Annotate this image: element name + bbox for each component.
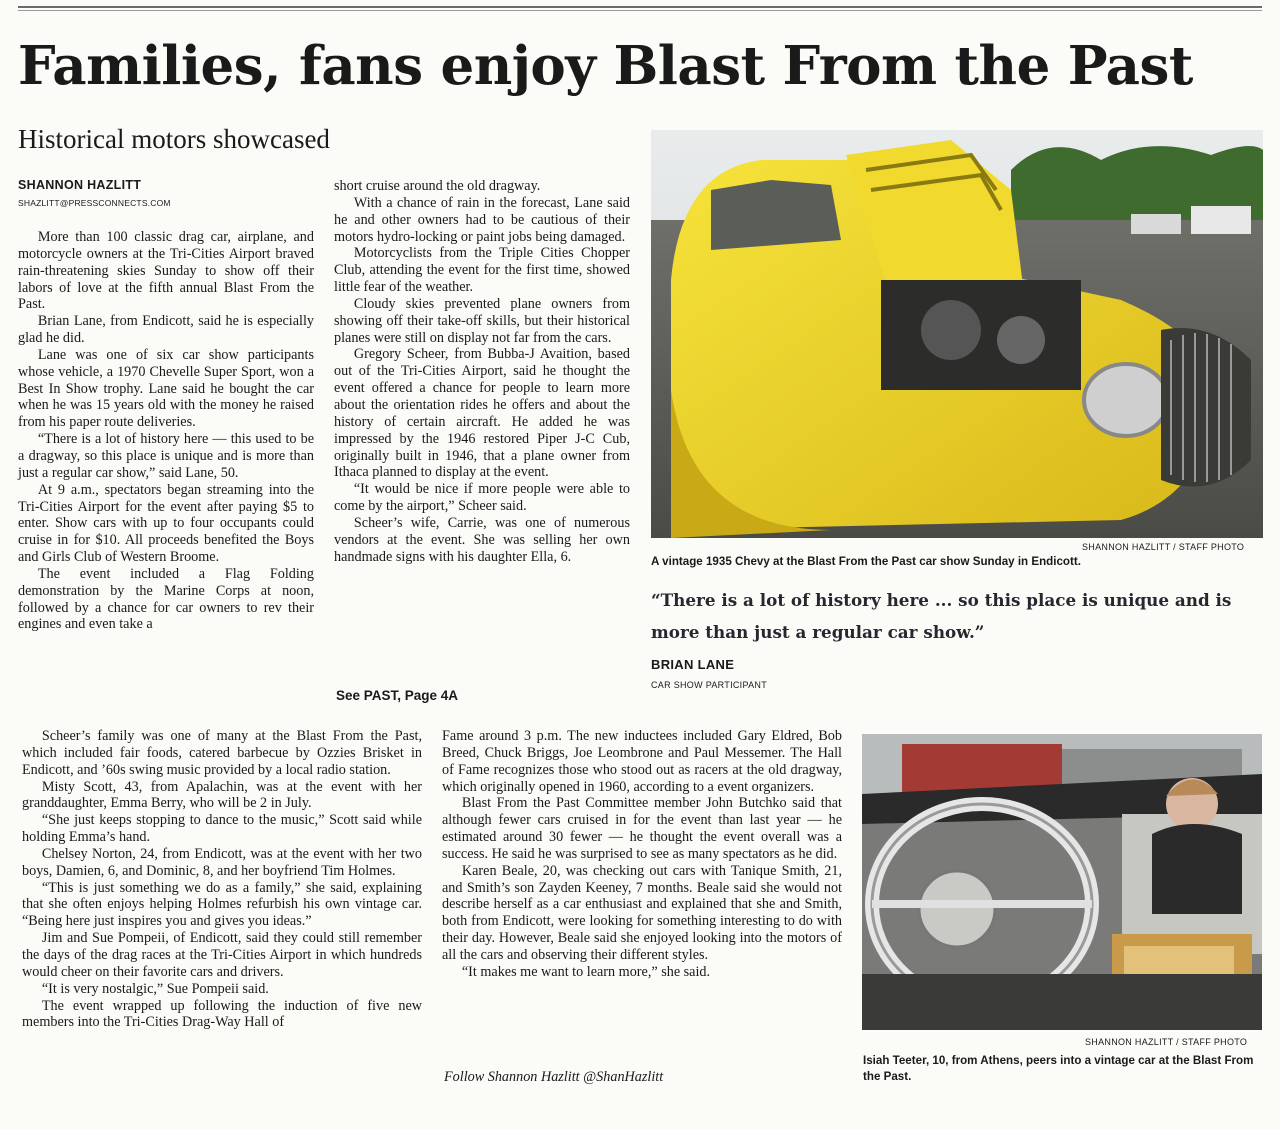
- paragraph: Chelsey Norton, 24, from Endicott, was at the event with her two boys, Damien, 6, and Dominic, 8, and her boyfriend Tim Holmes.: [22, 845, 422, 879]
- paragraph: “It makes me want to learn more,” she said.: [461, 963, 711, 980]
- paragraph: With a chance of rain in the forecast, Lane said he and other owners had to be cautious of their motors hydro-locking or paint jobs being damaged.: [334, 194, 630, 245]
- paragraph: Motorcyclists from the Triple Cities Chopper Club, attending the event for the first time, showed little fear of the weather.: [334, 245, 630, 296]
- paragraph: The event included a Flag Folding demonstration by the Marine Corps at noon, followed by a chance for car owners to rev their engines and even take a: [18, 565, 314, 633]
- paragraph: “This is just something we do as a family,” she said, explaining that she often enjoys helping Holmes refurbish his own vintage car. “Being here just inspires you and gives you ideas.”: [22, 879, 422, 930]
- paragraph: Brian Lane, from Endicott, said he is especially glad he did.: [18, 313, 314, 347]
- paragraph: Misty Scott, 43, from Apalachin, was at the event with her granddaughter, Emma Berry, who will be 2 in July.: [22, 778, 422, 812]
- car-photo-illustration: [651, 130, 1263, 538]
- paragraph: At 9 a.m., spectators began streaming into the Tri-Cities Airport for the event after paying $5 to enter. Show cars with up to four occupants could cruise in for $10. All proceeds benefited the Boys and Girls Club of Western Broome.: [18, 481, 314, 566]
- photo-vintage-chevy: [651, 130, 1263, 538]
- pull-quote-name: BRIAN LANE: [651, 657, 735, 672]
- paragraph: Jim and Sue Pompeii, of Endicott, said they could still remember the days of the drag races at the Tri-Cities Airport in which hundreds would cheer on their favorite cars and drivers.: [22, 930, 422, 980]
- paragraph: Scheer’s wife, Carrie, was one of numerous vendors at the event. She was selling her own handmade signs with his daughter Ella, 6.: [334, 514, 630, 565]
- headline: Families, fans enjoy Blast From the Past: [18, 35, 1193, 97]
- paragraph: Blast From the Past Committee member John Butchko said that although fewer cars cruised in for the event than last year — he estimated around 30 fewer — he thought the event overall was a success. He said he was surprised to see as many spectators as he did.: [442, 795, 842, 862]
- byline-name: SHANNON HAZLITT: [18, 178, 142, 192]
- photo-boy-in-car: [862, 734, 1262, 1030]
- paragraph: Karen Beale, 20, was checking out cars with Tanique Smith, 21, and Smith’s son Zayden Keeney, 7 months. Beale said she would not describe herself as a car enthusiast and explained that she and Smith, both from Endicott, were looking for something interesting to do with their day. However, Beale said she enjoyed looking into the motors of all the cars and observing their different styles.: [442, 862, 842, 963]
- pull-quote: “There is a lot of history here ... so this place is unique and is more than just a regular car show.”: [651, 590, 1232, 642]
- photo2-caption: Isiah Teeter, 10, from Athens, peers into a vintage car at the Blast From the Past.: [863, 1054, 1254, 1083]
- paragraph: short cruise around the old dragway.: [334, 178, 541, 194]
- paragraph: Fame around 3 p.m. The new inductees included Gary Eldred, Bob Breed, Chuck Briggs, Joe Leombrone and Paul Messemer. The Hall of Fame recognizes those who stood out as racers at the old dragway, which originally opened in 1960, according to a event organizers.: [442, 728, 842, 795]
- paragraph: “It would be nice if more people were able to come by the airport,” Scheer said.: [334, 481, 630, 515]
- paragraph: Gregory Scheer, from Bubba-J Avaition, based out of the Tri-Cities Airport, said he thought the event offered a chance for people to learn more about the orientation rides he offers and about the history of certain aircraft. He added he was impressed by the 1946 restored Piper J-C Cub, originally built in 1946, that a plane owner from Ithaca planned to display at the event.: [334, 346, 630, 481]
- top-rule-thin: [18, 10, 1262, 11]
- paragraph: More than 100 classic drag car, airplane, and motorcycle owners at the Tri-Cities Airport braved rain-threatening skies Sunday to show off their labors of love at the fifth annual Blast From the Past.: [18, 229, 314, 313]
- photo1-caption: A vintage 1935 Chevy at the Blast From the Past car show Sunday in Endicott.: [651, 555, 1081, 568]
- top-rule: [18, 6, 1262, 8]
- paragraph: Lane was one of six car show participants whose vehicle, a 1970 Chevelle Super Sport, won a Best In Show trophy. Lane said he bought the car when he was 15 years old with the money he raised from his paper route deliveries.: [18, 346, 314, 431]
- follow-author[interactable]: Follow Shannon Hazlitt @ShanHazlitt: [444, 1069, 664, 1085]
- interior-photo-illustration: [862, 734, 1262, 1030]
- article-column-3: [22, 728, 422, 1031]
- pull-quote-role: CAR SHOW PARTICIPANT: [651, 680, 768, 690]
- paragraph: Scheer’s family was one of many at the Blast From the Past, which included fair foods, catered barbecue by Ozzies Brisket in Endicott, and ’60s swing music provided by a local radio station.: [22, 728, 422, 778]
- photo2-credit: SHANNON HAZLITT / STAFF PHOTO: [1085, 1037, 1248, 1047]
- paragraph: Cloudy skies prevented plane owners from showing off their take-off skills, but their historical planes were still on display not far from the cars.: [334, 295, 630, 346]
- article-column-2: [334, 178, 630, 565]
- jump-line[interactable]: See PAST, Page 4A: [336, 688, 459, 703]
- article-column-4: [442, 728, 842, 981]
- article-column-1: [18, 229, 314, 633]
- paragraph: “It is very nostalgic,” Sue Pompeii said.: [41, 980, 269, 997]
- paragraph: “She just keeps stopping to dance to the music,” Scott said while holding Emma’s hand.: [22, 812, 422, 846]
- byline-email[interactable]: SHAZLITT@PRESSCONNECTS.COM: [18, 198, 171, 208]
- photo1-credit: SHANNON HAZLITT / STAFF PHOTO: [1082, 542, 1245, 552]
- paragraph: The event wrapped up following the induction of five new members into the Tri-Cities Drag-Way Hall of: [22, 997, 422, 1031]
- paragraph: “There is a lot of history here — this used to be a dragway, so this place is unique and is more than just a regular car show,” said Lane, 50.: [18, 431, 314, 481]
- subhead: Historical motors showcased: [18, 124, 330, 154]
